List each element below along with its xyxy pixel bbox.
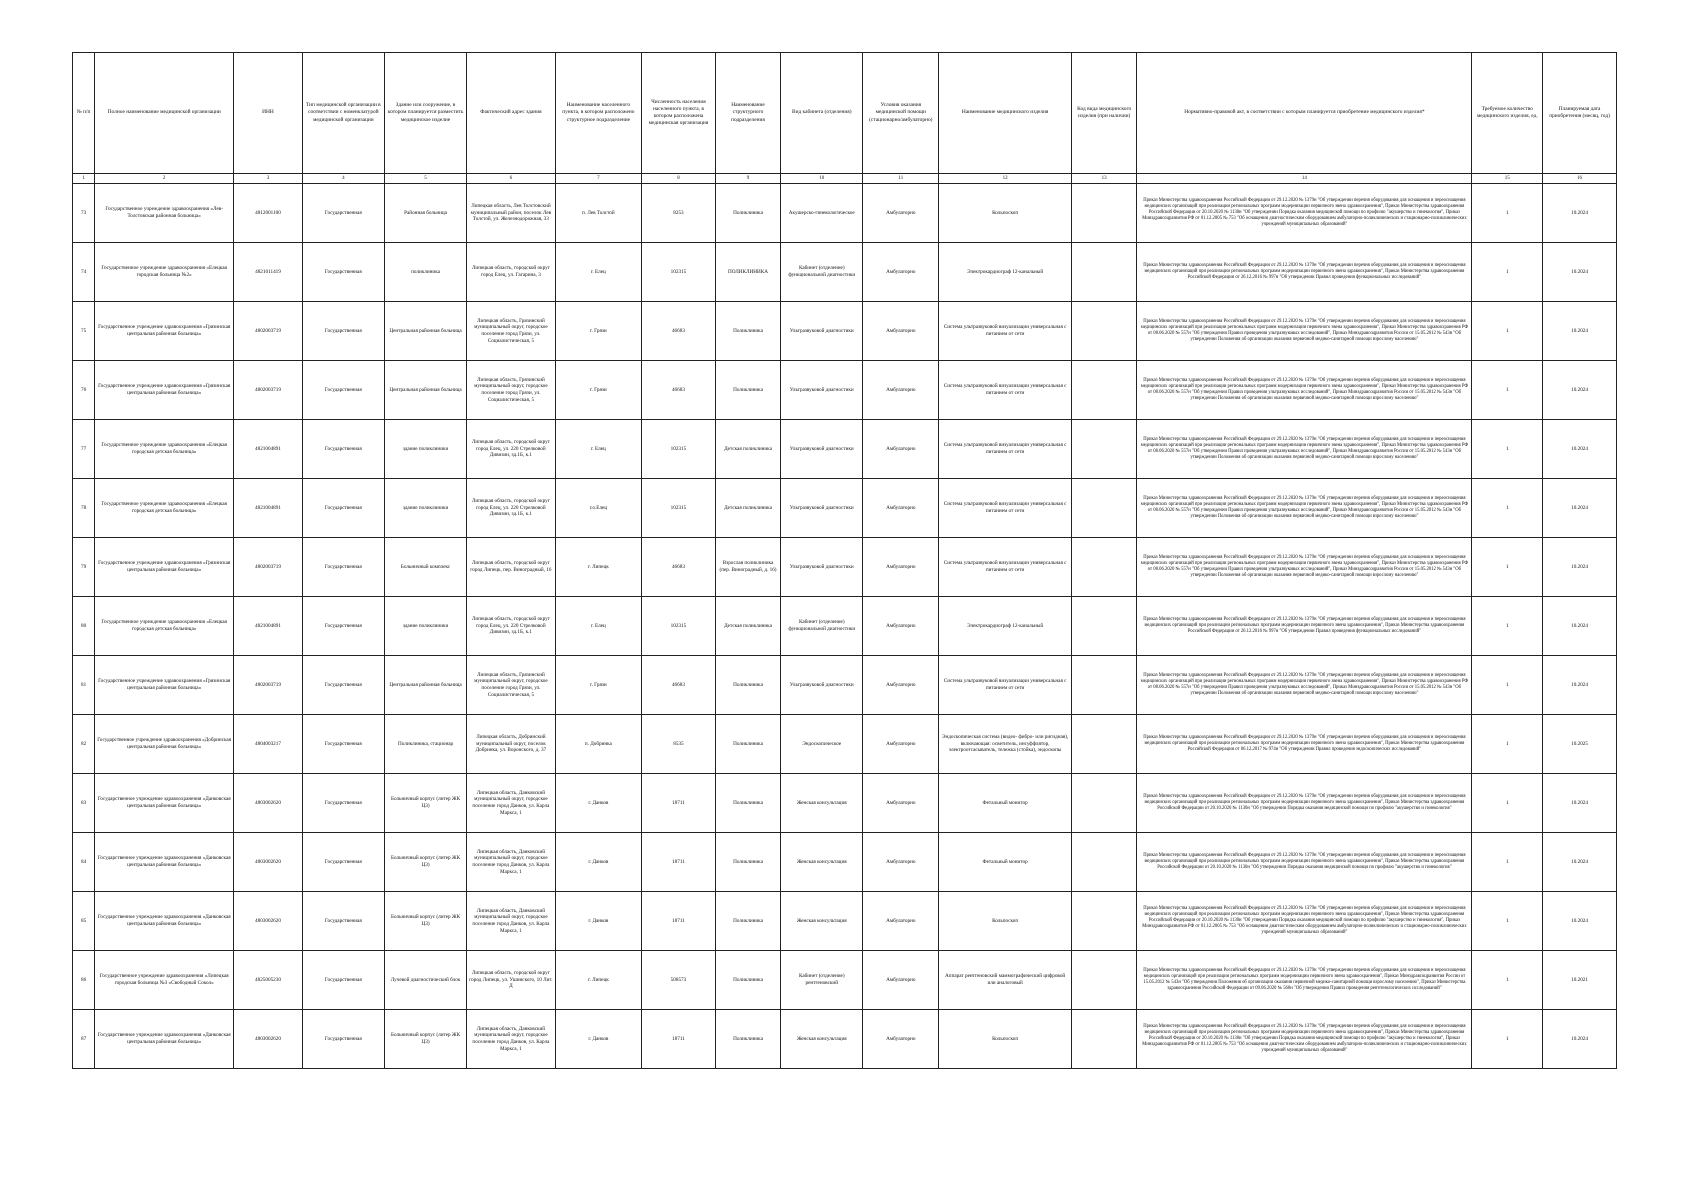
table-cell: г. Грязи <box>555 656 641 715</box>
header-cell: Наименование медицинского изделия <box>939 53 1072 174</box>
table-cell: г. Данков <box>555 833 641 892</box>
table-cell: 1 <box>1472 892 1543 951</box>
header-cell: Код вида медицинского изделия (при наличии) <box>1072 53 1137 174</box>
table-row <box>73 597 1617 656</box>
table-cell: 46683 <box>642 538 716 597</box>
table-cell: Государственное учреждение здравоохранения «Данковская центральная районная больница» <box>95 833 234 892</box>
table-cell: Государственная <box>302 597 384 656</box>
table-cell: 1 <box>1472 656 1543 715</box>
table-cell: Женская консультация <box>781 774 863 833</box>
table-cell: Государственная <box>302 892 384 951</box>
table-cell: 73 <box>73 184 95 243</box>
table-cell: 86 <box>73 951 95 1010</box>
table-cell: Липецкая область, городской округ город Липецк, пер. Виноградный, 16 <box>467 538 556 597</box>
table-row <box>73 833 1617 892</box>
column-number: 6 <box>467 174 556 184</box>
table-cell: Приказ Министерства здравоохранения Российской Федерации от 29.12.2020 № 1379н "Об утверждении перечня оборудования для оснащения и переоснащения медицинских организаций при реализации региональных программ модернизации первичного звена здравоохранения", Приказ Министерства здравоохранения РФ от 08.06.2020 № 557н "Об утверждении Правил проведения ультразвуковых исследований", Приказ Минздравсоцразвития России от 15.05.2012 № 543н "Об утверждении Положения об организации оказания первичной медико-санитарной помощи взрослому населению" <box>1137 420 1472 479</box>
table-row <box>73 538 1617 597</box>
table-cell: Амбулаторно <box>863 892 939 951</box>
table-cell: Приказ Министерства здравоохранения Российской Федерации от 29.12.2020 № 1379н "Об утверждении перечня оборудования для оснащения и переоснащения медицинских организаций при реализации региональных программ модернизации первичного звена здравоохранения", Приказ Министерства здравоохранения Российской Федерации от 20.10.2020 № 1130н "Об утверждении Порядка оказания медицинской помощи по профилю "акушерство и гинекология" <box>1137 774 1472 833</box>
header-cell: № п/п <box>73 53 95 174</box>
column-number: 9 <box>715 174 780 184</box>
table-cell: Поликлиника <box>715 892 780 951</box>
table-cell <box>1072 538 1137 597</box>
header-cell: Вид кабинета (отделения) <box>781 53 863 174</box>
table-cell: Ультразвуковой диагностики <box>781 656 863 715</box>
table-cell: Липецкая область, Данковский муниципальный округ, городское поселение город Данков, ул. Карла Маркса, 1 <box>467 1010 556 1069</box>
table-cell: 10.2024 <box>1543 774 1617 833</box>
table-cell: поликлиника <box>384 243 466 302</box>
table-cell: Женская консультация <box>781 1010 863 1069</box>
table-cell <box>1072 420 1137 479</box>
table-cell: Приказ Министерства здравоохранения Российской Федерации от 29.12.2020 № 1379н "Об утверждении перечня оборудования для оснащения и переоснащения медицинских организаций при реализации региональных программ модернизации первичного звена здравоохранения", Приказ Министерства здравоохранения Российской Федерации от 20.10.2020 № 1130н "Об утверждении Порядка оказания медицинской помощи по профилю "акушерство и гинекология" <box>1137 833 1472 892</box>
table-cell: Приказ Министерства здравоохранения Российской Федерации от 29.12.2020 № 1379н "Об утверждении перечня оборудования для оснащения и переоснащения медицинских организаций при реализации региональных программ модернизации первичного звена здравоохранения", Приказ Министерства здравоохранения РФ от 08.06.2020 № 557н "Об утверждении Правил проведения ультразвуковых исследований", Приказ Минздравсоцразвития России от 15.05.2012 № 543н "Об утверждении Положения об организации оказания первичной медико-санитарной помощи взрослому населению" <box>1137 361 1472 420</box>
table-cell: 4802003719 <box>234 656 303 715</box>
table-cell: Липецкая область, городской округ город Елец, ул. Гагарина, 3 <box>467 243 556 302</box>
table-cell: Центральная районная больница <box>384 656 466 715</box>
table-cell: Приказ Министерства здравоохранения Российской Федерации от 29.12.2020 № 1379н "Об утверждении перечня оборудования для оснащения и переоснащения медицинских организаций при реализации региональных программ модернизации первичного звена здравоохранения", Приказ Министерства здравоохранения РФ от 08.06.2020 № 557н "Об утверждении Правил проведения ультразвуковых исследований", Приказ Минздравсоцразвития России от 15.05.2012 № 543н "Об утверждении Положения об организации оказания первичной медико-санитарной помощи взрослому населению" <box>1137 302 1472 361</box>
table-row <box>73 302 1617 361</box>
table-cell: Фетальный монитор <box>939 833 1072 892</box>
header-cell: ИНН <box>234 53 303 174</box>
table-cell: 81 <box>73 656 95 715</box>
table-cell: 10.2024 <box>1543 479 1617 538</box>
table-cell: Государственная <box>302 774 384 833</box>
table-cell: Поликлиника <box>715 774 780 833</box>
table-cell: Государственная <box>302 656 384 715</box>
table-cell: 1 <box>1472 538 1543 597</box>
column-number: 11 <box>863 174 939 184</box>
table-cell: 10.2024 <box>1543 1010 1617 1069</box>
table-cell: 46683 <box>642 302 716 361</box>
table-cell: 87 <box>73 1010 95 1069</box>
table-cell: 10.2024 <box>1543 302 1617 361</box>
table-cell <box>1072 243 1137 302</box>
table-cell: Больничный корпус (литер ЖК Ц3) <box>384 1010 466 1069</box>
table-cell: г. Грязи <box>555 302 641 361</box>
table-cell: Приказ Министерства здравоохранения Российской Федерации от 29.12.2020 № 1379н "Об утверждении перечня оборудования для оснащения и переоснащения медицинских организаций при реализации региональных программ модернизации первичного звена здравоохранения", Приказ Министерства здравоохранения РФ от 08.06.2020 № 557н "Об утверждении Правил проведения ультразвуковых исследований", Приказ Минздравсоцразвития России от 15.05.2012 № 543н "Об утверждении Положения об организации оказания первичной медико-санитарной помощи взрослому населению" <box>1137 479 1472 538</box>
table-cell: Липецкая область, городской округ город Липецк, ул. Ушинского, 10 Лит. Д <box>467 951 556 1010</box>
table-cell: Лучевой диагностический блок <box>384 951 466 1010</box>
table-cell <box>1072 302 1137 361</box>
table-row <box>73 774 1617 833</box>
table-cell: Государственная <box>302 1010 384 1069</box>
table-cell: 4802003719 <box>234 361 303 420</box>
column-number: 8 <box>642 174 716 184</box>
table-cell: 1 <box>1472 951 1543 1010</box>
table-cell: Кабинет (отделение) рентгеновский <box>781 951 863 1010</box>
table-cell: Липецкая область, Грязинский муниципальный округ, городское поселение город Грязи, ул. Социалистическая, 5 <box>467 361 556 420</box>
table-cell: Поликлиника <box>715 302 780 361</box>
table-cell: Липецкая область, Данковский муниципальный округ, городское поселение город Данков, ул. Карла Маркса, 1 <box>467 833 556 892</box>
table-cell: Женская консультация <box>781 833 863 892</box>
table-cell: Ультразвуковой диагностики <box>781 420 863 479</box>
table-cell: Липецкая область, Грязинский муниципальный округ, городское поселение город Грязи, ул. Социалистическая, 5 <box>467 302 556 361</box>
table-cell: Система ультразвуковой визуализации универсальная с питанием от сети <box>939 538 1072 597</box>
table-cell: 1 <box>1472 715 1543 774</box>
table-cell: 10.2024 <box>1543 892 1617 951</box>
table-cell: Амбулаторно <box>863 243 939 302</box>
table-cell: Государственное учреждение здравоохранения «Елецкая городская детская больница» <box>95 420 234 479</box>
table-cell: 102315 <box>642 597 716 656</box>
table-cell: 18711 <box>642 774 716 833</box>
table-cell: Государственная <box>302 184 384 243</box>
table-cell: Поликлиника <box>715 951 780 1010</box>
table-cell: Центральная районная больница <box>384 361 466 420</box>
table-cell: 77 <box>73 420 95 479</box>
column-number: 5 <box>384 174 466 184</box>
table-row <box>73 1010 1617 1069</box>
table-cell: Государственная <box>302 420 384 479</box>
table-cell: Государственная <box>302 951 384 1010</box>
table-cell: здание поликлиники <box>384 420 466 479</box>
table-cell: Кольпоскоп <box>939 1010 1072 1069</box>
table-cell: 102315 <box>642 420 716 479</box>
table-cell: Поликлиника <box>715 715 780 774</box>
table-cell: Больничный комплекс <box>384 538 466 597</box>
table-cell <box>1072 597 1137 656</box>
table-cell: г. Грязи <box>555 361 641 420</box>
table-cell: Кабинет (отделение) функциональной диагностики <box>781 243 863 302</box>
table-cell: Липецкая область, Данковский муниципальный округ, городское поселение город Данков, ул. Карла Маркса, 1 <box>467 892 556 951</box>
table-cell: Амбулаторно <box>863 774 939 833</box>
table-cell: Ультразвуковой диагностики <box>781 538 863 597</box>
table-cell: Приказ Министерства здравоохранения Российской Федерации от 29.12.2020 № 1379н "Об утверждении перечня оборудования для оснащения и переоснащения медицинских организаций при реализации региональных программ модернизации первичного звена здравоохранения", Приказ Министерства здравоохранения Российской Федерации от 20.10.2020 № 1130н "Об утверждении Порядка оказания медицинской помощи по профилю "акушерство и гинекология", Приказ Минздравсоцразвития РФ от 01.12.2005 № 753 "Об оснащении диагностическим оборудованием амбулаторно-поликлинических и стационарно-поликлинических учреждений муниципальных образований" <box>1137 184 1472 243</box>
table-cell: Амбулаторно <box>863 951 939 1010</box>
table-cell: Приказ Министерства здравоохранения Российской Федерации от 29.12.2020 № 1379н "Об утверждении перечня оборудования для оснащения и переоснащения медицинских организаций при реализации региональных программ модернизации первичного звена здравоохранения", Приказ Министерства здравоохранения РФ от 08.06.2020 № 557н "Об утверждении Правил проведения ультразвуковых исследований", Приказ Минздравсоцразвития России от 15.05.2012 № 543н "Об утверждении Положения об организации оказания первичной медико-санитарной помощи взрослому населению" <box>1137 656 1472 715</box>
table-cell: Ультразвуковой диагностики <box>781 361 863 420</box>
header-cell: Условия оказания медицинской помощи (стационарно/амбулаторно) <box>863 53 939 174</box>
table-cell: Фетальный монитор <box>939 774 1072 833</box>
table-cell: 10.2024 <box>1543 184 1617 243</box>
table-cell: Приказ Министерства здравоохранения Российской Федерации от 29.12.2020 № 1379н "Об утверждении перечня оборудования для оснащения и переоснащения медицинских организаций при реализации региональных программ модернизации первичного звена здравоохранения", Приказ Министерства здравоохранения Российской Федерации от 20.10.2020 № 1130н "Об утверждении Порядка оказания медицинской помощи по профилю "акушерство и гинекология", Приказ Минздравсоцразвития РФ от 01.12.2005 № 753 "Об оснащении диагностическим оборудованием амбулаторно-поликлинических и стационарно-поликлинических учреждений муниципальных образований" <box>1137 892 1472 951</box>
table-cell: 80 <box>73 597 95 656</box>
table-cell: Липецкая область, Грязинский муниципальный округ, городское поселение город Грязи, ул. Социалистическая, 5 <box>467 656 556 715</box>
table-cell: Липецкая область, Данковский муниципальный округ, городское поселение город Данков, ул. Карла Маркса, 1 <box>467 774 556 833</box>
table-cell: 83 <box>73 774 95 833</box>
table-cell: Государственное учреждение здравоохранения «Грязинская центральная районная больница» <box>95 656 234 715</box>
table-cell <box>1072 833 1137 892</box>
table-row <box>73 479 1617 538</box>
table-cell: Электрокардиограф 12-канальный <box>939 243 1072 302</box>
table-body <box>73 184 1617 1069</box>
table-cell: Поликлиника <box>715 656 780 715</box>
table-cell: 10.2024 <box>1543 597 1617 656</box>
table-cell: Ультразвуковой диагностики <box>781 302 863 361</box>
table-cell: 1 <box>1472 479 1543 538</box>
table-cell: Амбулаторно <box>863 420 939 479</box>
table-cell: Липецкая область, городской округ город Елец, ул. 220 Стрелковой Дивизии, зд.1Б, к.1 <box>467 479 556 538</box>
table-cell: Больничный корпус (литер ЖК Ц3) <box>384 833 466 892</box>
column-number: 16 <box>1543 174 1617 184</box>
table-cell: Женская консультация <box>781 892 863 951</box>
table-cell: Амбулаторно <box>863 184 939 243</box>
table-cell: 1 <box>1472 420 1543 479</box>
table-cell: 4821011419 <box>234 243 303 302</box>
table-cell: 4804003217 <box>234 715 303 774</box>
column-number: 14 <box>1137 174 1472 184</box>
table-cell: Эндоскопическое <box>781 715 863 774</box>
table-cell: Приказ Министерства здравоохранения Российской Федерации от 29.12.2020 № 1379н "Об утверждении перечня оборудования для оснащения и переоснащения медицинских организаций при реализации региональных программ модернизации первичного звена здравоохранения", Приказ Министерства здравоохранения Российской Федерации от 26.12.2016 № 997н "Об утверждении Правил проведения функциональных исследований" <box>1137 243 1472 302</box>
table-cell: Государственное учреждение здравоохранения «Липецкая городская больница №3 «Свободный Сокол» <box>95 951 234 1010</box>
table-cell: здание поликлиники <box>384 479 466 538</box>
table-cell: Аппарат рентгеновский маммографический цифровой или аналоговый <box>939 951 1072 1010</box>
table-cell: 18711 <box>642 892 716 951</box>
table-cell: 4825005230 <box>234 951 303 1010</box>
table-row <box>73 656 1617 715</box>
table-cell <box>1072 892 1137 951</box>
table-row <box>73 243 1617 302</box>
table-cell: Амбулаторно <box>863 302 939 361</box>
table-cell: Государственное учреждение здравоохранения «Лев-Толстовская районная больница» <box>95 184 234 243</box>
table-cell: Кольпоскоп <box>939 184 1072 243</box>
table-cell: г. Данков <box>555 892 641 951</box>
table-cell <box>1072 656 1137 715</box>
table-cell: Амбулаторно <box>863 538 939 597</box>
table-cell: Кольпоскоп <box>939 892 1072 951</box>
table-row <box>73 184 1617 243</box>
table-cell: 10.2024 <box>1543 243 1617 302</box>
table-cell: 1 <box>1472 243 1543 302</box>
table-cell: ПОЛИКЛИНИКА <box>715 243 780 302</box>
table-cell: Государственное учреждение здравоохранения «Елецкая городская больница №2» <box>95 243 234 302</box>
table-cell: 4821004891 <box>234 597 303 656</box>
table-cell: Акушерско-гинекологическое <box>781 184 863 243</box>
table-cell: Система ультразвуковой визуализации универсальная с питанием от сети <box>939 420 1072 479</box>
table-cell: Государственное учреждение здравоохранения «Добринская центральная районная больница» <box>95 715 234 774</box>
table-cell: Поликлиника <box>715 184 780 243</box>
table-cell: Районная больница <box>384 184 466 243</box>
table-cell: Амбулаторно <box>863 479 939 538</box>
table-cell: Государственное учреждение здравоохранения «Данковская центральная районная больница» <box>95 892 234 951</box>
table-cell: Липецкая область, Добринский муниципальный округ, поселок Добринка, ул. Воронского, д. 37 <box>467 715 556 774</box>
table-cell: Липецкая область, Лев Толстовский муниципальный район, поселок Лев Толстой, ул. Железнодорожная, 33 <box>467 184 556 243</box>
table-cell: Государственная <box>302 833 384 892</box>
table-cell: 4803002620 <box>234 1010 303 1069</box>
table-cell: 85 <box>73 892 95 951</box>
header-cell: Требуемое количество медицинского изделия, ед. <box>1472 53 1543 174</box>
table-cell: Липецкая область, городской округ город Елец, ул. 220 Стрелковой Дивизии, зд.1Б, к.1 <box>467 420 556 479</box>
column-number: 2 <box>95 174 234 184</box>
table-cell: г.о.Елец <box>555 479 641 538</box>
table-cell: Государственное учреждение здравоохранения «Данковская центральная районная больница» <box>95 1010 234 1069</box>
table-cell: Государственное учреждение здравоохранения «Грязинская центральная районная больница» <box>95 302 234 361</box>
table-cell: 18711 <box>642 1010 716 1069</box>
table-cell: 508573 <box>642 951 716 1010</box>
table-cell: Ультразвуковой диагностики <box>781 479 863 538</box>
table-cell: Государственная <box>302 538 384 597</box>
column-number-row <box>73 174 1617 184</box>
header-cell: Фактический адрес здания <box>467 53 556 174</box>
table-cell: Амбулаторно <box>863 597 939 656</box>
table-cell: 10.2025 <box>1543 715 1617 774</box>
table-cell: г. Данков <box>555 774 641 833</box>
table-cell: Приказ Министерства здравоохранения Российской Федерации от 29.12.2020 № 1379н "Об утверждении перечня оборудования для оснащения и переоснащения медицинских организаций при реализации региональных программ модернизации первичного звена здравоохранения", Приказ Министерства здравоохранения Российской Федерации от 06.12.2017 № 974н "Об утверждении Правил проведения эндоскопических исследований" <box>1137 715 1472 774</box>
table-cell: 1 <box>1472 1010 1543 1069</box>
table-cell: 46683 <box>642 656 716 715</box>
table-cell: 8535 <box>642 715 716 774</box>
header-cell: Численность населения населенного пункта, в котором расположена медицинская организация <box>642 53 716 174</box>
table-cell: Система ультразвуковой визуализации универсальная с питанием от сети <box>939 656 1072 715</box>
table-cell: 1 <box>1472 597 1543 656</box>
header-cell: Наименование населенного пункта, в котором расположено структурное подразделение <box>555 53 641 174</box>
table-cell: Амбулаторно <box>863 361 939 420</box>
table-cell: г. Липецк <box>555 538 641 597</box>
header-cell: Наименование структурного подразделения <box>715 53 780 174</box>
table-cell <box>1072 1010 1137 1069</box>
header-cell: Тип медицинской организации в соответствии с номенклатурой медицинской организации <box>302 53 384 174</box>
table-cell <box>1072 361 1137 420</box>
column-number: 10 <box>781 174 863 184</box>
table-cell: здание поликлиники <box>384 597 466 656</box>
header-cell: Здание или сооружение, в котором планируется разместить медицинское изделие <box>384 53 466 174</box>
header-cell: Полное наименование медицинской организации <box>95 53 234 174</box>
table-cell: 79 <box>73 538 95 597</box>
table-cell: Приказ Министерства здравоохранения Российской Федерации от 29.12.2020 № 1379н "Об утверждении перечня оборудования для оснащения и переоснащения медицинских организаций при реализации региональных программ модернизации первичного звена здравоохранения", Приказ Министерства здравоохранения Российской Федерации от 20.10.2020 № 1130н "Об утверждении Порядка оказания медицинской помощи по профилю "акушерство и гинекология", Приказ Минздравсоцразвития РФ от 01.12.2005 № 753 "Об оснащении диагностическим оборудованием амбулаторно-поликлинических и стационарно-поликлинических учреждений муниципальных образований" <box>1137 1010 1472 1069</box>
table-cell: 8253 <box>642 184 716 243</box>
table-cell <box>1072 774 1137 833</box>
table-cell: Государственное учреждение здравоохранения «Елецкая городская детская больница» <box>95 597 234 656</box>
table-row <box>73 420 1617 479</box>
table-cell: 10.2024 <box>1543 833 1617 892</box>
equipment-plan-table <box>72 52 1617 1069</box>
table-cell: 1 <box>1472 302 1543 361</box>
table-cell: 4803002620 <box>234 833 303 892</box>
table-cell: п. Добринка <box>555 715 641 774</box>
table-cell: Амбулаторно <box>863 656 939 715</box>
table-cell: Поликлиника <box>715 1010 780 1069</box>
table-cell: Центральная районная больница <box>384 302 466 361</box>
column-number: 7 <box>555 174 641 184</box>
table-cell: г. Елец <box>555 597 641 656</box>
table-cell: 4803002620 <box>234 892 303 951</box>
table-cell: Приказ Министерства здравоохранения Российской Федерации от 29.12.2020 № 1379н "Об утверждении перечня оборудования для оснащения и переоснащения медицинских организаций при реализации региональных программ модернизации первичного звена здравоохранения", Приказ Министерства здравоохранения Российской Федерации от 26.12.2016 № 997н "Об утверждении Правил проведения функциональных исследований" <box>1137 597 1472 656</box>
table-cell: 4802003719 <box>234 302 303 361</box>
table-cell: 74 <box>73 243 95 302</box>
table-cell: 1 <box>1472 361 1543 420</box>
table-row <box>73 715 1617 774</box>
table-cell: Детская поликлиника <box>715 597 780 656</box>
table-cell: 78 <box>73 479 95 538</box>
table-cell: Детская поликлиника <box>715 420 780 479</box>
column-number: 15 <box>1472 174 1543 184</box>
table-cell: Приказ Министерства здравоохранения Российской Федерации от 29.12.2020 № 1379н "Об утверждении перечня оборудования для оснащения и переоснащения медицинских организаций при реализации региональных программ модернизации первичного звена здравоохранения", Приказ Минздравсоцразвития России от 15.05.2012 № 543н "Об утверждении Положения об организации оказания первичной медико-санитарной помощи взрослому населению", Приказ Министерства здравоохранения Российской Федерации от 09.06.2020 № 560н "Об утверждении Правил проведения рентгенологических исследований" <box>1137 951 1472 1010</box>
column-number: 13 <box>1072 174 1137 184</box>
table-cell <box>1072 479 1137 538</box>
table-cell: 1 <box>1472 774 1543 833</box>
table-row <box>73 951 1617 1010</box>
table-row <box>73 361 1617 420</box>
table-cell: Больничный корпус (литер ЖК Ц3) <box>384 892 466 951</box>
table-cell: 4821004891 <box>234 479 303 538</box>
table-cell: 10.2024 <box>1543 538 1617 597</box>
table-cell: 1 <box>1472 184 1543 243</box>
table-cell: Поликлиника <box>715 833 780 892</box>
table-cell: Амбулаторно <box>863 715 939 774</box>
table-cell: Больничный корпус (литер ЖК Ц3) <box>384 774 466 833</box>
table-cell: 10.2024 <box>1543 361 1617 420</box>
table-cell: Электрокардиограф 12-канальный <box>939 597 1072 656</box>
table-cell: Амбулаторно <box>863 1010 939 1069</box>
table-cell: 10.2024 <box>1543 420 1617 479</box>
table-cell: Амбулаторно <box>863 833 939 892</box>
column-number: 12 <box>939 174 1072 184</box>
table-cell: п. Лев Толстой <box>555 184 641 243</box>
table-cell: Государственная <box>302 715 384 774</box>
table-cell: Государственная <box>302 479 384 538</box>
table-cell: 102315 <box>642 243 716 302</box>
table-cell: Система ультразвуковой визуализации универсальная с питанием от сети <box>939 479 1072 538</box>
table-cell <box>1072 951 1137 1010</box>
column-number: 4 <box>302 174 384 184</box>
table-row <box>73 892 1617 951</box>
header-cell: Планируемая дата приобретения (месяц, год) <box>1543 53 1617 174</box>
table-cell: Система ультразвуковой визуализации универсальная с питанием от сети <box>939 361 1072 420</box>
table-cell: 1 <box>1472 833 1543 892</box>
table-cell: г. Липецк <box>555 951 641 1010</box>
table-cell: Государственное учреждение здравоохранения «Грязинская центральная районная больница» <box>95 361 234 420</box>
table-cell: Кабинет (отделение) функциональной диагностики <box>781 597 863 656</box>
table-cell: 4803002620 <box>234 774 303 833</box>
table-cell: Поликлиника, стационар <box>384 715 466 774</box>
table-cell: Липецкая область, городской округ город Елец, ул. 220 Стрелковой Дивизии, зд.1Б, к.1 <box>467 597 556 656</box>
table-cell: 46683 <box>642 361 716 420</box>
table-cell: Система ультразвуковой визуализации универсальная с питанием от сети <box>939 302 1072 361</box>
table-cell: Эндоскопическая система (видео- фибро- или ригидная), включающая: осветитель, инсуффлятор, электроотсасыватель, тележка (стойка), эндоскопы <box>939 715 1072 774</box>
table-cell: 84 <box>73 833 95 892</box>
table-cell <box>1072 184 1137 243</box>
table-cell: 18711 <box>642 833 716 892</box>
table-cell: 76 <box>73 361 95 420</box>
table-cell: Государственная <box>302 361 384 420</box>
header-cell: Нормативно-правовой акт, в соответствии с которым планируется приобретение медицинского изделия* <box>1137 53 1472 174</box>
table-cell: г. Данков <box>555 1010 641 1069</box>
table-header-row <box>73 53 1617 174</box>
table-cell: Государственное учреждение здравоохранения «Елецкая городская детская больница» <box>95 479 234 538</box>
table-cell <box>1072 715 1137 774</box>
table-cell: 10.2024 <box>1543 656 1617 715</box>
table-cell: 10.2021 <box>1543 951 1617 1010</box>
table-cell: г. Елец <box>555 420 641 479</box>
table-cell: 4802003719 <box>234 538 303 597</box>
table-cell: Государственная <box>302 243 384 302</box>
table-cell: 102315 <box>642 479 716 538</box>
table-cell: Взрослая поликлиника (пер. Виноградный, д. 16) <box>715 538 780 597</box>
table-cell: 4821004891 <box>234 420 303 479</box>
table-cell: Государственная <box>302 302 384 361</box>
table-cell: г. Елец <box>555 243 641 302</box>
table-cell: Поликлиника <box>715 361 780 420</box>
table-cell: 75 <box>73 302 95 361</box>
table-cell: Государственное учреждение здравоохранения «Данковская центральная районная больница» <box>95 774 234 833</box>
table-cell: Государственное учреждение здравоохранения «Грязинская центральная районная больница» <box>95 538 234 597</box>
column-number: 3 <box>234 174 303 184</box>
column-number: 1 <box>73 174 95 184</box>
table-cell: Приказ Министерства здравоохранения Российской Федерации от 29.12.2020 № 1379н "Об утверждении перечня оборудования для оснащения и переоснащения медицинских организаций при реализации региональных программ модернизации первичного звена здравоохранения", Приказ Министерства здравоохранения РФ от 08.06.2020 № 557н "Об утверждении Правил проведения ультразвуковых исследований", Приказ Минздравсоцразвития России от 15.05.2012 № 543н "Об утверждении Положения об организации оказания первичной медико-санитарной помощи взрослому населению" <box>1137 538 1472 597</box>
table-cell: Детская поликлиника <box>715 479 780 538</box>
table-cell: 82 <box>73 715 95 774</box>
table-cell: 4812001100 <box>234 184 303 243</box>
